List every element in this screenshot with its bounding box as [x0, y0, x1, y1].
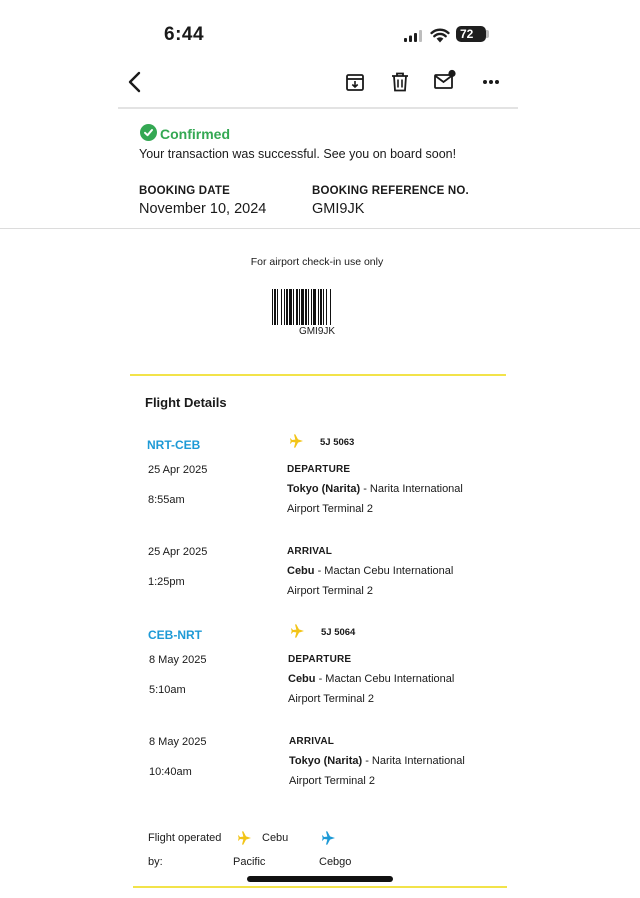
arrival-date: 25 Apr 2025: [148, 546, 208, 558]
status-label: Confirmed: [160, 126, 230, 142]
airport-name: - Narita International: [363, 483, 463, 495]
arrival-time: 10:40am: [149, 766, 192, 778]
more-options-button[interactable]: [479, 70, 503, 94]
route-code: NRT-CEB: [147, 438, 201, 452]
terminal: Airport Terminal 2: [288, 693, 374, 705]
departure-airport: [287, 479, 497, 519]
booking-date-value: November 10, 2024: [139, 201, 267, 217]
departure-time: 8:55am: [148, 494, 185, 506]
home-indicator: [247, 876, 393, 882]
plane-icon: [288, 433, 306, 449]
terminal: Airport Terminal 2: [289, 775, 375, 787]
checkin-note: For airport check-in use only: [250, 256, 384, 268]
success-message: Your transaction was successful. See you on board soon!: [139, 147, 457, 161]
operated-by-label-cont: by:: [148, 856, 163, 868]
operated-by-label: Flight operated: [148, 832, 222, 844]
status-time: 6:44: [164, 24, 205, 45]
toolbar-divider: [118, 107, 518, 109]
arrival-airport: [287, 561, 497, 601]
terminal: Airport Terminal 2: [287, 503, 373, 515]
check-circle-icon: [140, 124, 157, 141]
departure-label: DEPARTURE: [288, 654, 352, 665]
delete-button[interactable]: [388, 70, 412, 94]
departure-label: DEPARTURE: [287, 464, 351, 475]
more-dots-icon: [482, 79, 500, 85]
arrival-date: 8 May 2025: [149, 736, 207, 748]
arrival-time: 1:25pm: [148, 576, 185, 588]
plane-icon: [289, 623, 307, 639]
flight-details-title: Flight Details: [145, 395, 227, 410]
yellow-divider: [133, 886, 507, 888]
booking-ref-label: BOOKING REFERENCE NO.: [312, 185, 469, 197]
booking-ref-value: GMI9JK: [312, 201, 365, 217]
departure-time: 5:10am: [149, 684, 186, 696]
barcode-text: GMI9JK: [298, 326, 336, 337]
booking-date-label: BOOKING DATE: [139, 185, 230, 197]
city-name: Tokyo (Narita): [287, 483, 361, 495]
airport-name: - Mactan Cebu International: [317, 565, 454, 577]
departure-date: 25 Apr 2025: [148, 464, 208, 476]
plane-icon: [320, 830, 338, 846]
city-name: Tokyo (Narita): [289, 755, 363, 767]
terminal: Airport Terminal 2: [287, 585, 373, 597]
page-divider: [0, 228, 640, 229]
battery-indicator: 72: [456, 26, 486, 42]
city-name: Cebu: [287, 565, 315, 577]
archive-button[interactable]: [343, 70, 367, 94]
airport-name: - Narita International: [365, 755, 465, 767]
carrier-name: Cebgo: [319, 856, 352, 868]
arrival-label: ARRIVAL: [289, 736, 335, 747]
flight-number: 5J 5064: [321, 627, 356, 638]
airport-name: - Mactan Cebu International: [318, 673, 455, 685]
city-name: Cebu: [288, 673, 316, 685]
carrier-name: Cebu: [262, 832, 289, 844]
confirmation-status: [140, 122, 230, 142]
battery-cap: [486, 30, 489, 38]
archive-icon: [345, 72, 365, 92]
departure-airport: [288, 669, 498, 709]
mail-unread-icon: [433, 69, 457, 91]
arrival-airport: [289, 751, 499, 791]
carrier-name-cont: Pacific: [233, 856, 266, 868]
cellular-signal-icon: [404, 30, 422, 42]
back-chevron-icon: [127, 71, 141, 93]
flight-number: 5J 5063: [320, 437, 355, 448]
back-button[interactable]: [122, 70, 146, 94]
trash-icon: [391, 72, 409, 92]
yellow-divider: [130, 374, 506, 376]
barcode: [272, 289, 360, 325]
plane-icon: [236, 830, 254, 846]
departure-date: 8 May 2025: [149, 654, 207, 666]
arrival-label: ARRIVAL: [287, 546, 333, 557]
route-code: CEB-NRT: [148, 628, 202, 642]
wifi-icon: [430, 27, 450, 43]
mark-unread-button[interactable]: [433, 68, 457, 92]
